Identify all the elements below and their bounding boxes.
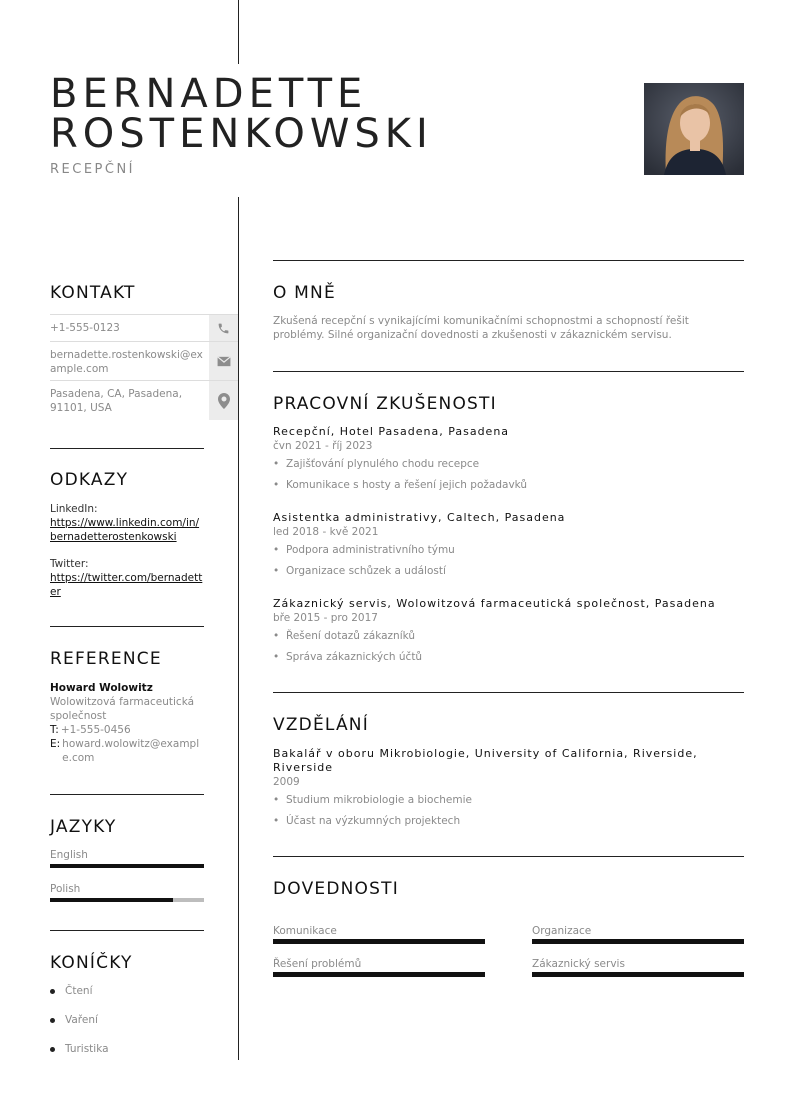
language-label-english: English xyxy=(50,849,88,861)
reference-section-title: REFERENCE xyxy=(50,649,162,669)
job-role: RECEPČNÍ xyxy=(50,162,136,177)
phone-icon xyxy=(209,315,238,342)
education-bullet xyxy=(273,794,472,806)
skill-bar xyxy=(273,972,485,977)
job-bullet-text: Organizace schůzek a událostí xyxy=(286,565,446,577)
twitter-link-block xyxy=(50,557,204,599)
job-bullet-text: Podpora administrativního týmu xyxy=(286,544,455,556)
language-bar-polish xyxy=(50,898,204,902)
skill-bar xyxy=(532,972,744,977)
portrait-image xyxy=(644,83,744,175)
skills-section-title: DOVEDNOSTI xyxy=(273,879,399,899)
education-degree: Bakalář v oboru Mikrobiologie, University of California, Riverside, Riverside xyxy=(273,747,698,774)
bullet-dot-icon xyxy=(50,1047,55,1052)
contact-email[interactable]: bernadette.rostenkowski@example.com xyxy=(50,349,203,375)
linkedin-label: LinkedIn: xyxy=(50,503,98,515)
hobbies-section-title: KONÍČKY xyxy=(50,953,133,973)
reference-name: Howard Wolowitz xyxy=(50,682,153,694)
location-icon xyxy=(209,381,238,420)
contact-section-title: KONTAKT xyxy=(50,283,136,303)
languages-divider xyxy=(50,930,204,931)
profile-photo xyxy=(644,83,744,175)
job-title: Zákaznický servis, Wolowitzová farmaceutická společnost, Pasadena xyxy=(273,597,716,610)
name-line-1: BERNADETTE xyxy=(50,71,368,117)
reference-divider xyxy=(50,794,204,795)
hobby-item xyxy=(50,1014,98,1026)
candidate-name xyxy=(50,71,433,157)
contact-phone-row xyxy=(50,314,238,342)
job-title: Asistentka administrativy, Caltech, Pasadena xyxy=(273,511,566,524)
skills-top-divider xyxy=(273,856,744,857)
job-title: Recepční, Hotel Pasadena, Pasadena xyxy=(273,425,510,438)
links-section-title: ODKAZY xyxy=(50,470,129,490)
language-bar-fill-english xyxy=(50,864,204,868)
bullet-icon: • xyxy=(273,458,280,470)
contact-divider xyxy=(50,448,204,449)
job-date: led 2018 - kvě 2021 xyxy=(273,526,379,538)
skill-label: Organizace xyxy=(532,925,592,937)
bullet-icon: • xyxy=(273,544,280,556)
hobby-item xyxy=(50,985,92,997)
bullet-icon: • xyxy=(273,651,280,663)
contact-phone[interactable]: +1-555-0123 xyxy=(50,322,120,334)
hobby-label: Čtení xyxy=(65,985,93,997)
reference-block xyxy=(50,681,204,765)
job-date: čvn 2021 - říj 2023 xyxy=(273,440,373,452)
hobby-label: Turistika xyxy=(65,1043,109,1055)
about-top-divider xyxy=(273,260,744,261)
job-bullet xyxy=(273,479,527,491)
language-label-polish: Polish xyxy=(50,883,81,895)
skill-label: Zákaznický servis xyxy=(532,958,625,970)
bullet-icon: • xyxy=(273,479,280,491)
reference-phone[interactable]: +1-555-0456 xyxy=(60,724,131,736)
contact-address-row xyxy=(50,380,238,420)
linkedin-link[interactable]: https://www.linkedin.com/in/bernadetterostenkowski xyxy=(50,517,200,543)
job-bullet xyxy=(273,630,415,642)
reference-email[interactable]: howard.wolowitz@example.com xyxy=(62,738,200,764)
reference-email-prefix: E: xyxy=(50,738,61,750)
skill-bar xyxy=(273,939,485,944)
hobby-label: Vaření xyxy=(65,1014,98,1026)
job-bullet-text: Správa zákaznických účtů xyxy=(286,651,423,663)
education-top-divider xyxy=(273,692,744,693)
about-text: Zkušená recepční s vynikajícími komunikačními schopnostmi a schopností řešit problémy. Silné organizační dovednosti a zkušenosti v zákaznickém servisu. xyxy=(273,315,689,341)
bullet-icon: • xyxy=(273,630,280,642)
links-divider xyxy=(50,626,204,627)
education-bullet xyxy=(273,815,460,827)
bullet-dot-icon xyxy=(50,1018,55,1023)
job-date: bře 2015 - pro 2017 xyxy=(273,612,378,624)
reference-phone-line xyxy=(50,723,204,737)
job-bullet-text: Komunikace s hosty a řešení jejich požadavků xyxy=(286,479,528,491)
job-bullet xyxy=(273,651,422,663)
job-bullet xyxy=(273,565,446,577)
bullet-icon: • xyxy=(273,794,280,806)
skill-label: Komunikace xyxy=(273,925,337,937)
education-section-title: VZDĚLÁNÍ xyxy=(273,715,369,735)
job-bullet-text: Zajišťování plynulého chodu recepce xyxy=(286,458,480,470)
contact-address: Pasadena, CA, Pasadena, 91101, USA xyxy=(50,388,183,414)
bullet-dot-icon xyxy=(50,989,55,994)
reference-company: Wolowitzová farmaceutická společnost xyxy=(50,696,195,722)
twitter-link[interactable]: https://twitter.com/bernadetter xyxy=(50,572,203,598)
contact-email-row xyxy=(50,341,238,381)
column-divider-line xyxy=(238,197,239,1060)
bullet-icon: • xyxy=(273,565,280,577)
skill-label: Řešení problémů xyxy=(273,958,362,970)
name-line-2: ROSTENKOWSKI xyxy=(50,111,433,157)
bullet-icon: • xyxy=(273,815,280,827)
linkedin-link-block xyxy=(50,502,204,544)
education-bullet-text: Studium mikrobiologie a biochemie xyxy=(286,794,472,806)
job-bullet xyxy=(273,544,455,556)
education-year: 2009 xyxy=(273,776,300,788)
twitter-label: Twitter: xyxy=(50,558,89,570)
mail-icon xyxy=(209,342,238,381)
experience-section-title: PRACOVNÍ ZKUŠENOSTI xyxy=(273,394,497,414)
reference-phone-prefix: T: xyxy=(50,724,59,736)
about-section-title: O MNĚ xyxy=(273,283,336,303)
experience-top-divider xyxy=(273,371,744,372)
hobby-item xyxy=(50,1043,109,1055)
reference-email-line xyxy=(50,737,204,765)
job-bullet-text: Řešení dotazů zákazníků xyxy=(286,630,416,642)
education-bullet-text: Účast na výzkumných projektech xyxy=(286,815,461,827)
top-divider-line xyxy=(238,0,239,64)
job-bullet xyxy=(273,458,479,470)
skill-bar xyxy=(532,939,744,944)
language-bar-fill-polish xyxy=(50,898,173,902)
languages-section-title: JAZYKY xyxy=(50,817,117,837)
language-bar-english xyxy=(50,864,204,868)
